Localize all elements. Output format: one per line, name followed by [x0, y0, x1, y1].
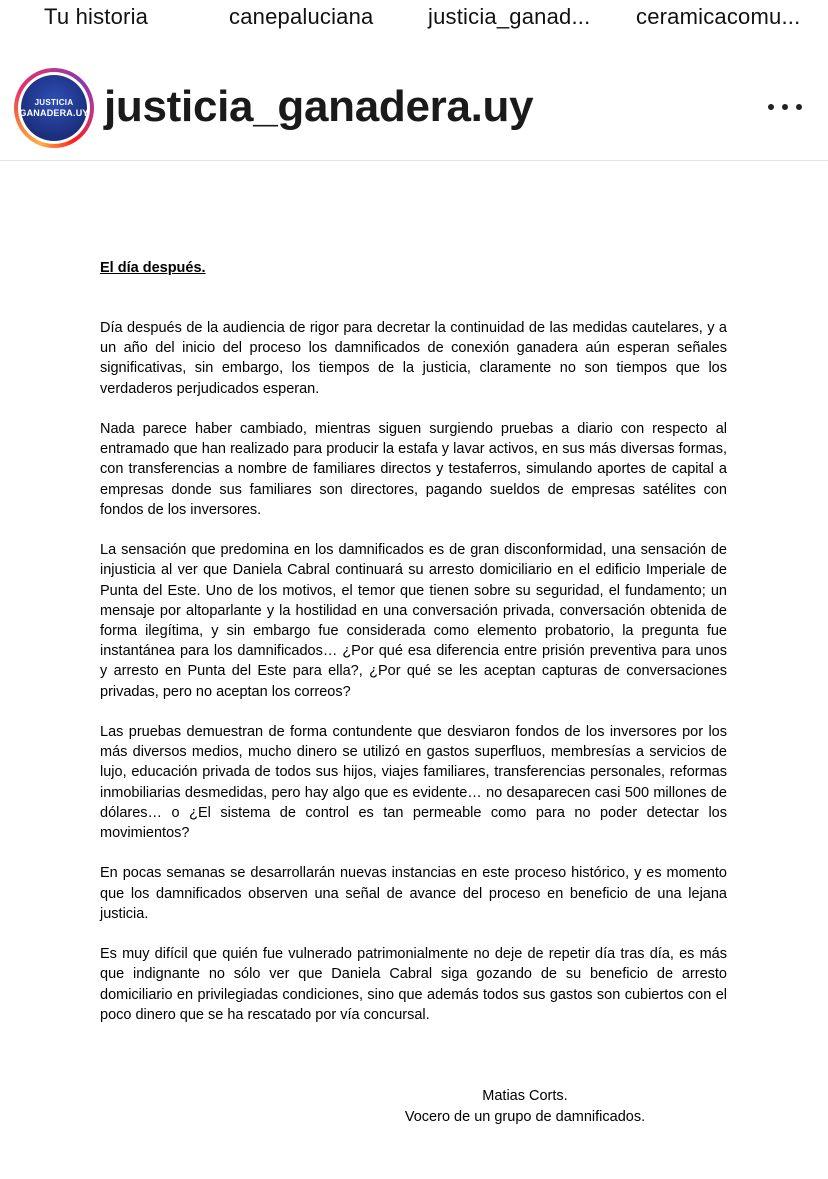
avatar-logo-line1: JUSTICIA — [34, 97, 74, 107]
story-label-ceramicacomu[interactable]: ceramicacomu... — [636, 4, 801, 29]
signature — [380, 1086, 670, 1127]
stories-bar — [0, 0, 828, 36]
document-paragraph: La sensación que predomina en los damnificados es de gran disconformidad, una sensación de injusticia al ver que Daniela Cabral continuará su arresto domiciliario en el edificio Imperiale de Punta del Este. Uno de los motivos, el temor que tienen sobre su seguridad, el fundamento; un mensaje por altoparlante y la hostilidad en una conversación privada, conversación obtenida de forma ilegítima, y sin embargo fue considerada como elemento probatorio, la pregunta fue instantánea para los damnificados… ¿Por qué esa diferencia entre prisión preventiva para unos y arresto en Punta del Este para ella?, ¿Por qué se les aceptan capturas de conversaciones privadas, pero no aceptan los correos? — [100, 542, 727, 700]
more-horizontal-icon — [782, 104, 788, 110]
document-paragraph: Es muy difícil que quién fue vulnerado patrimonialmente no deje de repetir día tras día, es más que indignante no sólo ver que Daniela Cabral siga gozando de su beneficio de arresto domiciliario en privilegiadas condiciones, sino que además todos sus gastos son cubiertos con el poco dinero que se ha rescatado por vía concursal. — [100, 946, 727, 1023]
signature-name: Matias Corts. — [482, 1088, 568, 1104]
story-label-canepaluciana[interactable]: canepaluciana — [229, 4, 374, 29]
document-paragraph: Día después de la audiencia de rigor para decretar la continuidad de las medidas cautelares, y a un año del inicio del proceso los damnificados de conexión ganadera aún esperan señales significativas, sin embargo, los tiempos de la justicia, claramente no son tiempos que los verdaderos perjudicados esperan. — [100, 320, 727, 397]
avatar-logo-line2: GANADERA.UY — [19, 107, 89, 118]
avatar-gap — [18, 72, 90, 144]
document-body — [100, 318, 727, 1045]
more-horizontal-icon — [796, 104, 802, 110]
story-label-tu-historia[interactable]: Tu historia — [44, 4, 149, 29]
document-paragraph: Nada parece haber cambiado, mientras siguen surgiendo pruebas a diario con respecto al entramado que han realizado para producir la estafa y lavar activos, en sus más diversas formas, con transferencias a nombre de familiares directos y testaferros, simulando aportes de capital a empresas donde sus familiares son directores, pagando sueldos de empresas satélites con fondos de los inversores. — [100, 421, 727, 518]
more-options-button[interactable] — [768, 100, 802, 114]
post-header — [0, 60, 828, 161]
avatar[interactable] — [21, 75, 87, 141]
more-horizontal-icon — [768, 104, 774, 110]
document-title: El día después. — [100, 260, 206, 276]
username[interactable]: justicia_ganadera.uy — [104, 82, 534, 131]
signature-role: Vocero de un grupo de damnificados. — [404, 1108, 646, 1125]
story-label-justicia-ganadera[interactable]: justicia_ganad... — [428, 4, 591, 29]
story-ring[interactable] — [14, 68, 94, 148]
document-paragraph: En pocas semanas se desarrollarán nuevas instancias en este proceso histórico, y es momento que los damnificados observen una señal de avance del proceso en beneficio de una lejana justicia. — [100, 865, 727, 922]
document-paragraph: Las pruebas demuestran de forma contundente que desviaron fondos de los inversores por los más diversos medios, mucho dinero se utilizó en gastos superfluos, membresías a servicios de lujo, educación privada de todos sus hijos, viajes familiares, transferencias personales, reformas inmobiliarias desmedidas, pero hay algo que es evidente… no desaparecen casi 500 millones de dólares… o ¿El sistema de control es tan permeable como para no poder detectar los movimientos? — [100, 724, 727, 842]
post-image-document[interactable] — [0, 162, 828, 1179]
